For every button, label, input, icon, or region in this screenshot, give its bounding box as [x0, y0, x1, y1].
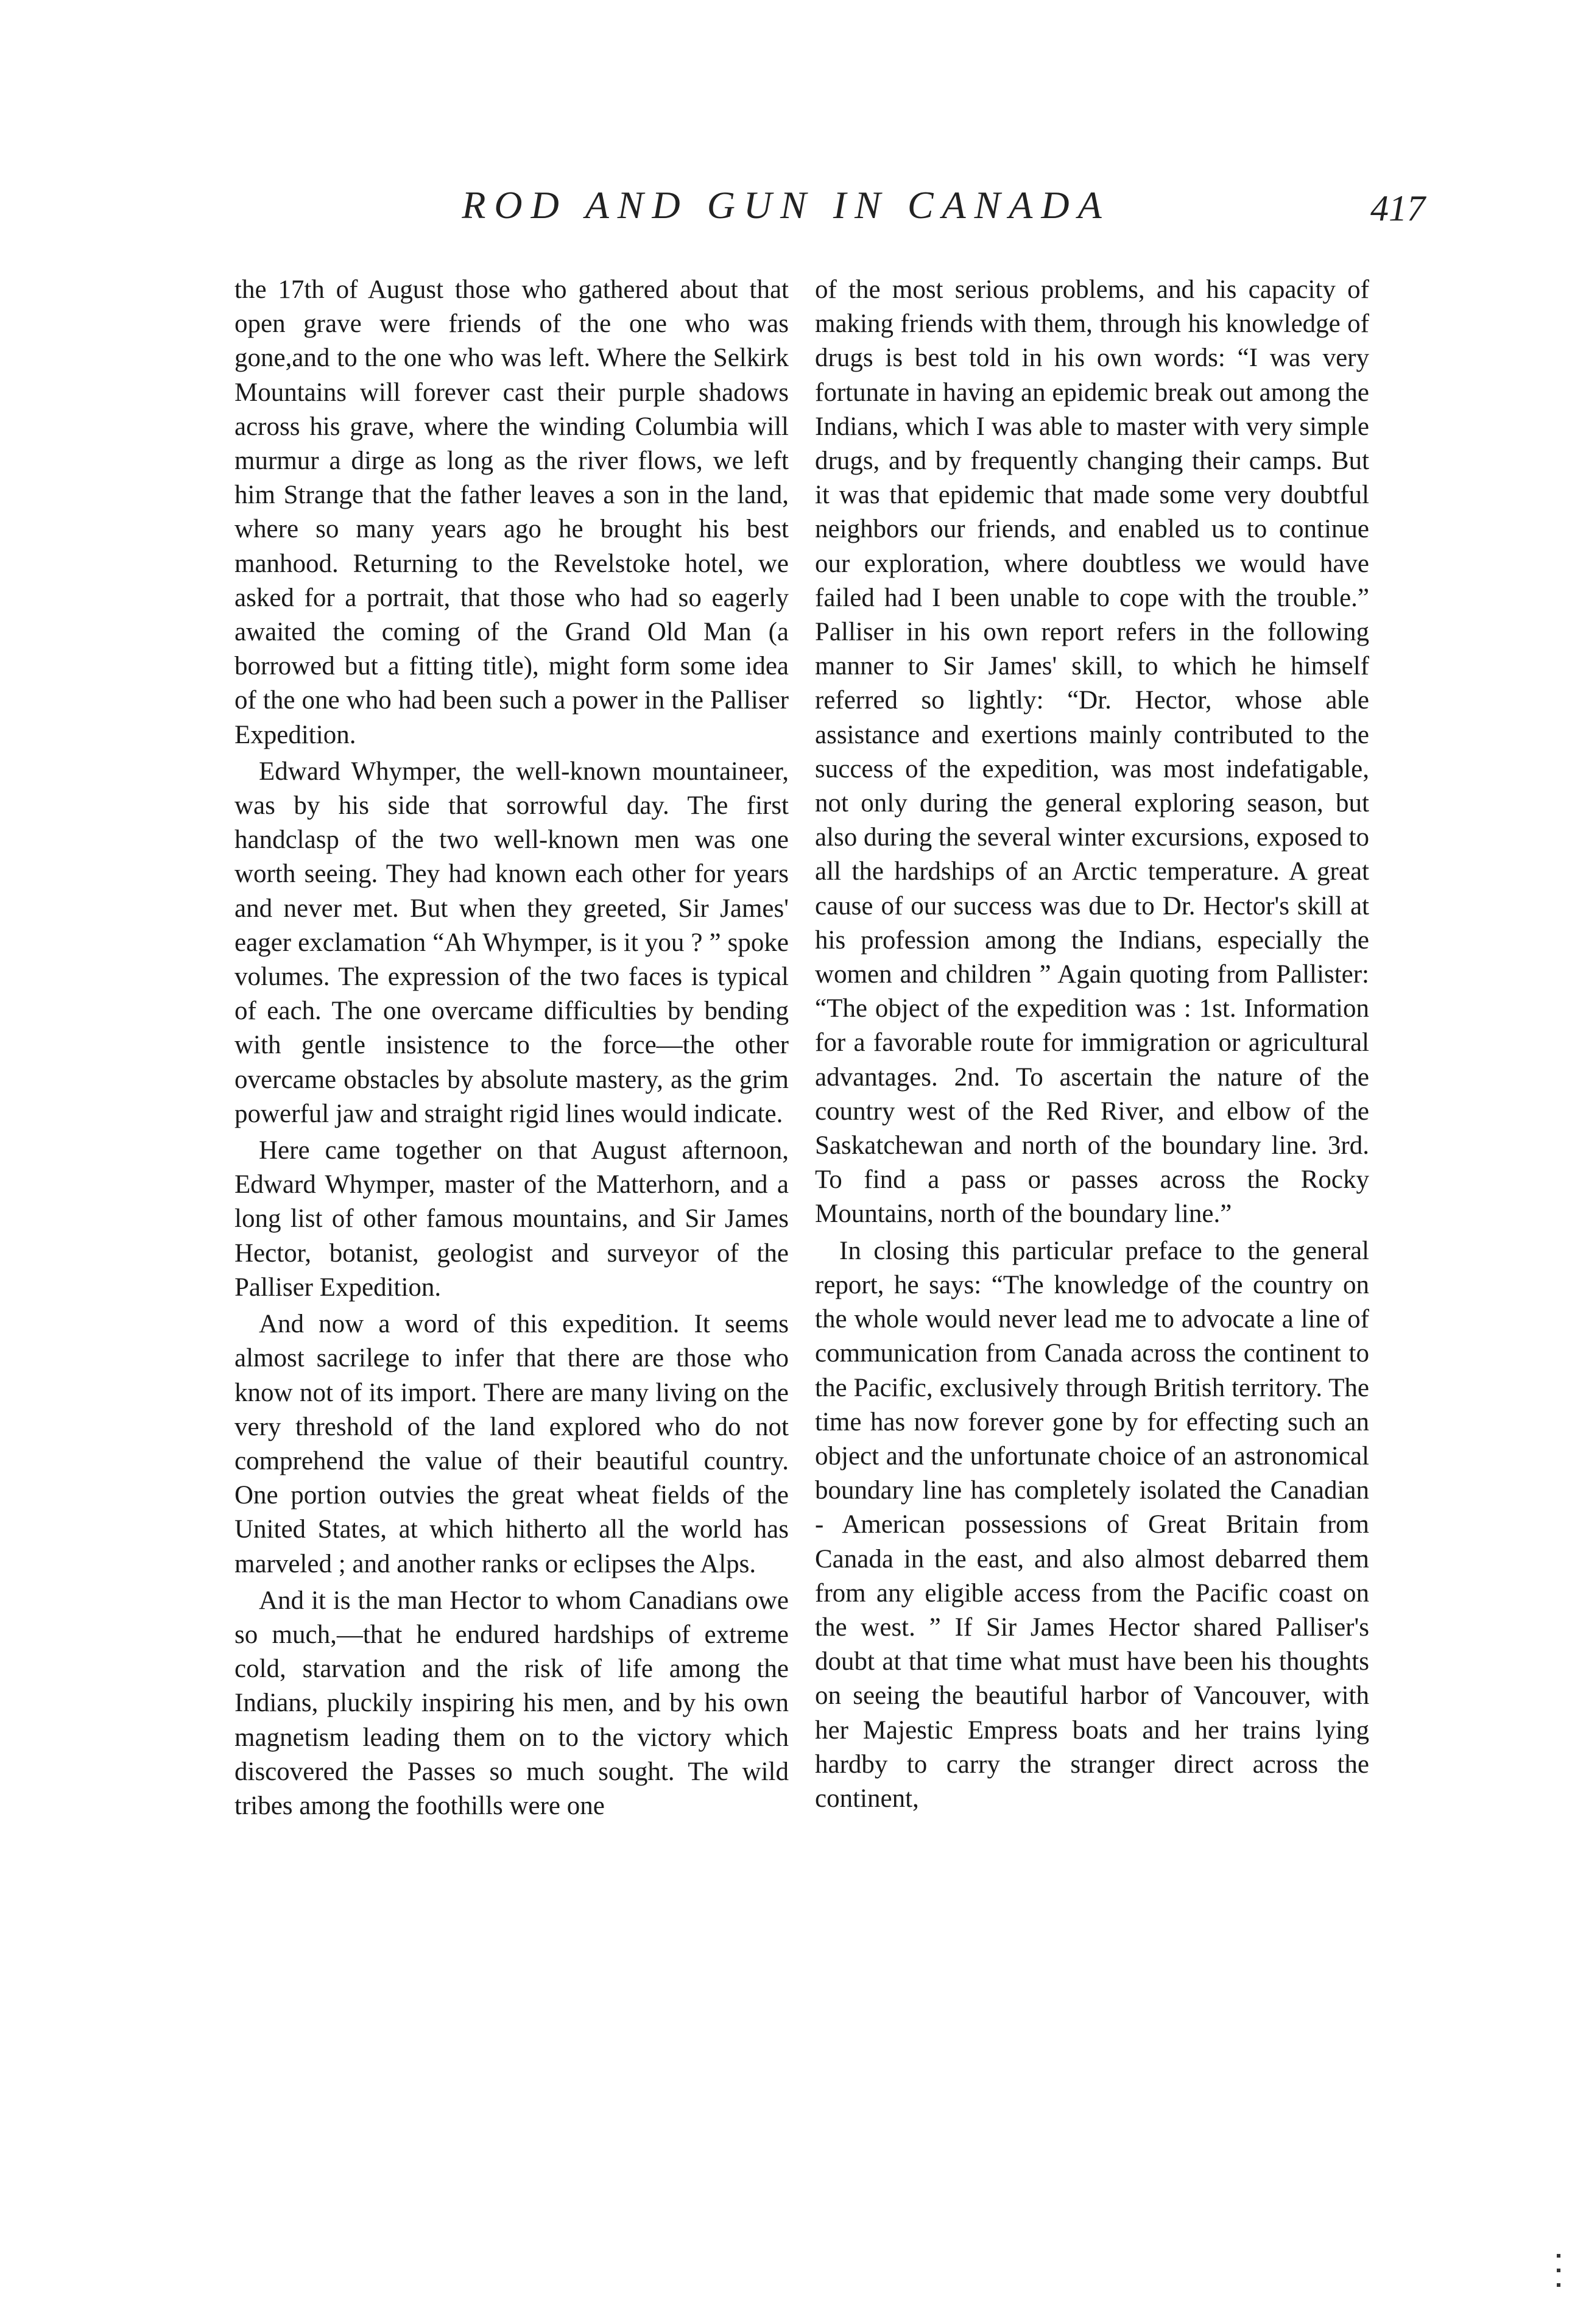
scan-dot — [1557, 2254, 1560, 2258]
paragraph: Here came together on that August afternoon, Edward Whymper, master of the Matterhorn, and a long list of other famous mountains, and Sir James Hector, botanist, geologist and surveyor of the Palliser Expedition. — [234, 1136, 789, 1302]
paragraph: And it is the man Hector to whom Canadians owe so much,—that he endured hardships of extreme cold, starvation and the risk of life among the Indians, pluckily inspiring his men, and by his own magnetism leading them on to the victory which discovered the Passes so much sought. The wild tribes among the foothills were one — [234, 1586, 789, 1820]
paragraph: In closing this particular preface to the general report, he says: “The knowledge of the country on the whole would never lead me to advocate a line of communication from Canada across the continent to the Pacific, exclusively through British territory. The time has now forever gone by for effecting such an object and the unfortunate choice of an astronomical boundary line has completely isolated the Canadian - American possessions of Great Britain from Canada in the east, and also almost debarred them from any eligible access from the Pacific coast on the west. ” If Sir James Hector shared Palliser's doubt at that time what must have been his thoughts on seeing the beautiful harbor of Vancouver, with her Majestic Empress boats and her trains lying hardby to carry the stranger direct across the continent, — [815, 1236, 1369, 1813]
left-column — [234, 273, 789, 1826]
paragraph: of the most serious problems, and his capacity of making friends with them, through his knowledge of drugs is best told in his own words: “I was very fortunate in having an epidemic break out among the Indians, which I was able to master with very simple drugs, and by frequently changing their camps. But it was that epidemic that made some very doubtful neighbors our friends, and enabled us to continue our exploration, where doubtless we would have failed had I been unable to cope with the trouble.” Palliser in his own report refers in the following manner to Sir James' skill, to which he himself referred so lightly: “Dr. Hector, whose able assistance and exertions mainly contributed to the success of the expedition, was most indefatigable, not only during the general exploring season, but also during the several winter excursions, exposed to all the hardships of an Arctic temperature. A great cause of our success was due to Dr. Hector's skill at his profession among the Indians, especially the women and children ” Again quoting from Pallister: “The object of the expedition was : 1st. Information for a favorable route for immigration or agricultural advantages. 2nd. To ascertain the nature of the country west of the Red River, and elbow of the Saskatchewan and north of the boundary line. 3rd. To find a pass or passes across the Rocky Mountains, north of the boundary line.” — [815, 275, 1369, 1229]
right-column — [815, 273, 1369, 1818]
scan-dot — [1557, 2269, 1560, 2272]
scan-dot — [1557, 2283, 1560, 2287]
edge-scan-marks — [1557, 2254, 1562, 2303]
paragraph: Edward Whymper, the well-known mountaineer, was by his side that sorrowful day. The first handclasp of the two well-known men was one worth seeing. They had known each other for years and never met. But when they greeted, Sir James' eager exclamation “Ah Whymper, is it you ? ” spoke volumes. The expression of the two faces is typical of each. The one overcame difficulties by bending with gentle insistence to the force—the other overcame obstacles by absolute mastery, as the grim powerful jaw and straight rigid lines would indicate. — [234, 757, 789, 1128]
paragraph: And now a word of this expedition. It seems almost sacrilege to infer that there are those who know not of its import. There are many living on the very threshold of the land explored who do not comprehend the value of their beautiful country. One portion outvies the great wheat fields of the United States, at which hitherto all the world has marveled ; and another ranks or eclipses the Alps. — [234, 1310, 789, 1578]
running-title: ROD AND GUN IN CANADA — [462, 183, 1110, 227]
paragraph: the 17th of August those who gathered about that open grave were friends of the one who was gone,and to the one who was left. Where the Selkirk Mountains will forever cast their purple shadows across his grave, where the winding Columbia will murmur a dirge as long as the river flows, we left him Strange that the father leaves a son in the land, where so many years ago he brought his best manhood. Returning to the Revelstoke hotel, we asked for a portrait, that those who had so eagerly awaited the coming of the Grand Old Man (a borrowed but a fitting title), might form some idea of the one who had been such a power in the Palliser Expedition. — [234, 275, 789, 749]
page-number: 417 — [1370, 188, 1425, 228]
